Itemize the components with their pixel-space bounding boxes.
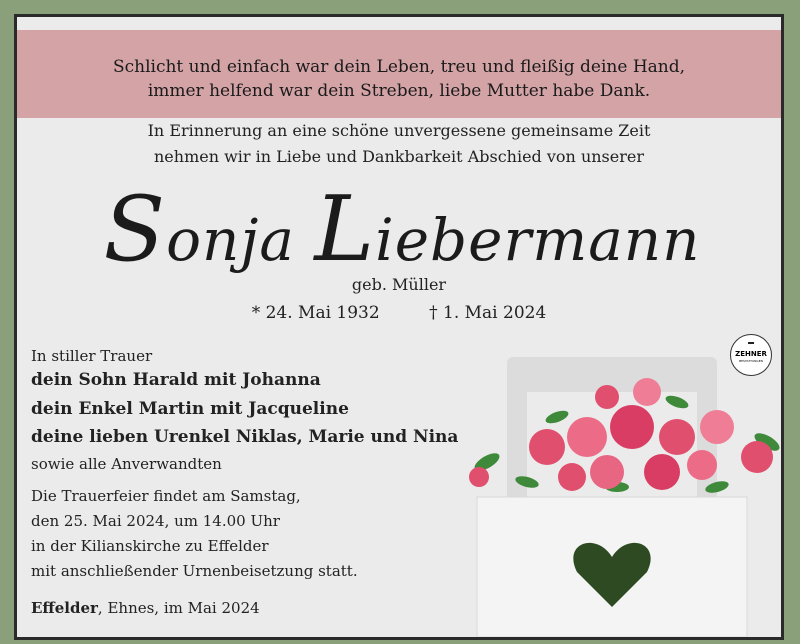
place-town: Effelder <box>31 599 98 617</box>
last-name-rest: iebermann <box>375 206 701 274</box>
first-initial: S <box>103 177 167 282</box>
verse-line-2: immer helfend war dein Streben, liebe Mutter habe Dank. <box>147 81 651 101</box>
verse-line-1: Schlicht und einfach war dein Leben, treu und fleißig deine Hand, <box>112 57 686 77</box>
birth-date: * 24. Mai 1932 <box>251 303 380 323</box>
first-name-rest: onja <box>166 206 295 274</box>
maiden-name: geb. Müller <box>351 275 447 294</box>
logo-sub: BESTATTUNGEN <box>739 359 763 363</box>
obituary-card <box>14 14 784 640</box>
mourner-line-2: dein Enkel Martin mit Jacqueline <box>31 399 349 419</box>
service-line-3: in der Kilianskirche zu Effelder <box>31 537 269 555</box>
mourners-heading: In stiller Trauer <box>31 347 153 365</box>
death-date: † 1. Mai 2024 <box>429 303 547 323</box>
service-line-2: den 25. Mai 2024, um 14.00 Uhr <box>31 512 280 530</box>
flower-basket-image <box>447 347 784 640</box>
mourner-line-4: sowie alle Anverwandten <box>31 455 222 473</box>
service-line-4: mit anschließender Urnenbeisetzung statt. <box>31 562 358 580</box>
life-dates <box>17 303 781 323</box>
intro-line-2: nehmen wir in Liebe und Dankbarkeit Abschied von unserer <box>153 147 644 166</box>
place-rest: , Ehnes, im Mai 2024 <box>97 599 260 617</box>
place-date <box>31 599 260 617</box>
last-initial: L <box>314 177 376 282</box>
mourner-line-1: dein Sohn Harald mit Johanna <box>31 370 321 390</box>
deceased-name <box>17 177 784 282</box>
mourner-line-3: deine lieben Urenkel Niklas, Marie und Nina <box>31 427 459 447</box>
intro-line-1: In Erinnerung an eine schöne unvergessene gemeinsame Zeit <box>147 121 651 140</box>
service-line-1: Die Trauerfeier findet am Samstag, <box>31 487 301 505</box>
logo-name: ZEHNER <box>735 350 767 358</box>
verse-band <box>17 30 781 118</box>
